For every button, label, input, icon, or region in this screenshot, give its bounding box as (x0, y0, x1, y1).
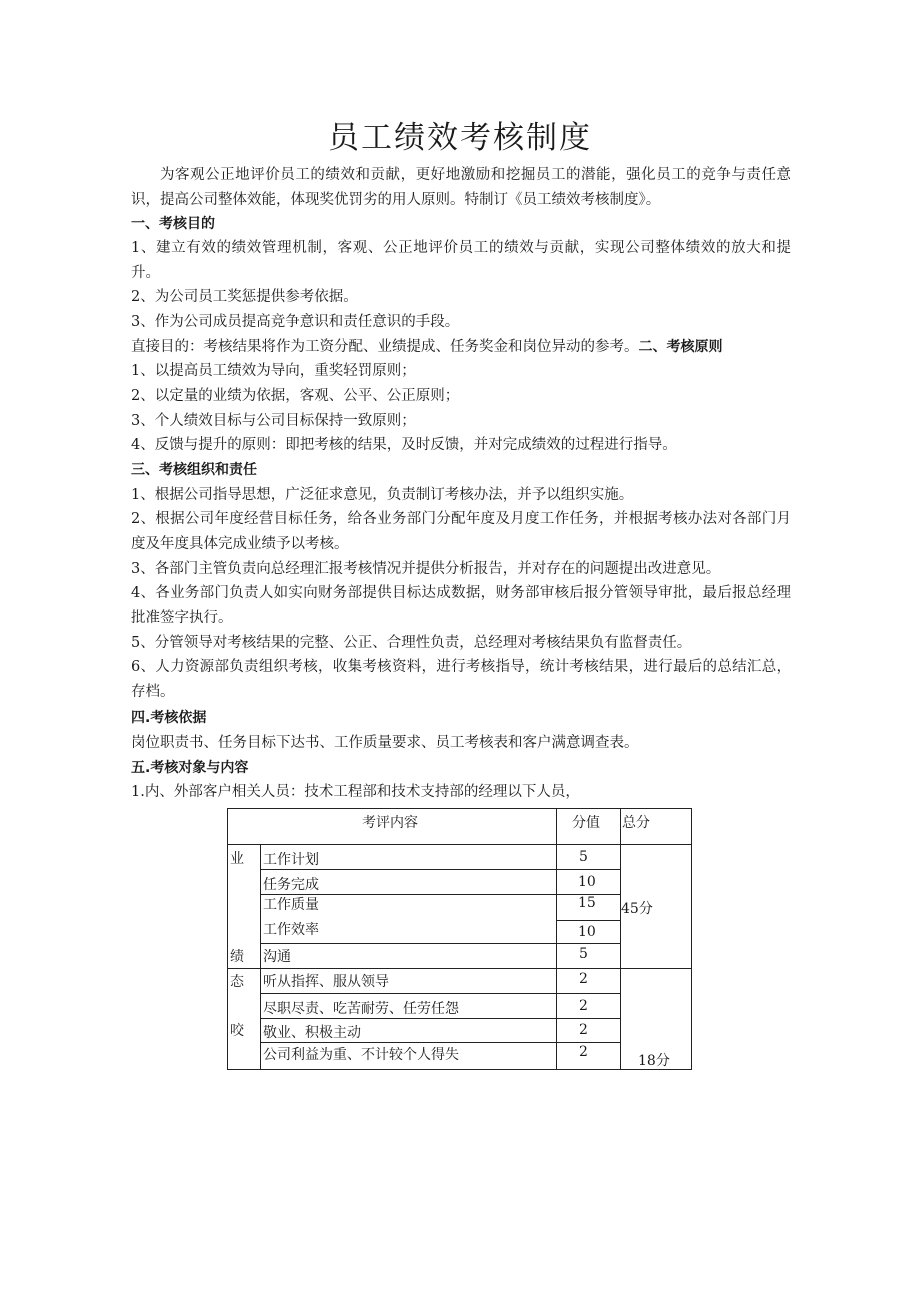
table-row-score: 10 (578, 874, 596, 890)
table-row-item: 工作效率 (263, 922, 319, 938)
section-5-item-1: 1.内、外部客户相关人员：技术工程部和技术支持部的经理以下人员， (131, 784, 580, 800)
table-row-score: 2 (579, 971, 588, 987)
table-row-item: 听从指挥、服从领导 (263, 974, 389, 990)
direct-purpose-text: 直接目的：考核结果将作为工资分配、业绩提成、任务奖金和岗位异动的参考。 (131, 339, 639, 355)
section-1-item-3: 3、作为公司成员提高竞争意识和责任意识的手段。 (131, 314, 460, 330)
row-divider (260, 943, 621, 944)
section-2-heading: 二、考核原则 (638, 339, 723, 355)
table-row-score: 5 (579, 946, 588, 962)
group-1-label-bottom: 绩 (230, 949, 244, 965)
section-3-item-5: 5、分管领导对考核结果的完整、公正、合理性负责，总经理对考核结果负有监督责任。 (131, 635, 692, 651)
table-row-item: 工作质量 (263, 897, 319, 913)
section-3-item-4: 4、各业务部门负责人如实向财务部提供目标达成数据，财务部审核后报分管领导审批，最后报总经理批准签字执行。 (131, 585, 791, 626)
table-border-bottom (227, 1069, 692, 1070)
header-total: 总分 (622, 815, 650, 831)
section-2-item-3: 3、个人绩效目标与公司目标保持一致原则； (131, 413, 416, 429)
section-5-heading: 五.考核对象与内容 (131, 760, 249, 776)
section-1-direct-purpose (131, 335, 791, 360)
section-3-item-1: 1、根据公司指导思想，广泛征求意见，负责制订考核办法，并予以组织实施。 (131, 487, 634, 503)
row-divider (260, 993, 621, 994)
table-row-score: 2 (579, 998, 588, 1014)
table-row-item: 公司利益为重、不计较个人得失 (263, 1047, 459, 1063)
table-border-right (691, 808, 692, 1070)
group-2-label-bottom: 咬 (230, 1023, 244, 1039)
table-row-item: 沟通 (263, 949, 291, 965)
table-row-score: 5 (579, 849, 588, 865)
row-divider (260, 869, 621, 870)
table-header-divider (227, 844, 692, 845)
intro-paragraph: 为客观公正地评价员工的绩效和贡献，更好地激励和挖掘员工的潜能，强化员工的竞争与责任意识，提高公司整体效能，体现奖优罚劣的用人原则。特制订《员工绩效考核制度》。 (131, 167, 791, 208)
header-content: 考评内容 (362, 815, 418, 831)
table-row-item: 任务完成 (263, 877, 319, 893)
header-score: 分值 (572, 815, 600, 831)
section-3-item-2: 2、根据公司年度经营目标任务，给各业务部门分配年度及月度工作任务，并根据考核办法对各部门月度及年度具体完成业绩予以考核。 (131, 511, 791, 552)
section-1-item-1: 1、建立有效的绩效管理机制，客观、公正地评价员工的绩效与贡献，实现公司整体绩效的放大和提升。 (131, 240, 791, 281)
row-divider (556, 920, 621, 921)
section-3-heading: 三、考核组织和责任 (131, 462, 257, 478)
group-1-total: 45分 (621, 901, 653, 917)
table-border-left (227, 808, 228, 1070)
section-1-heading: 一、考核目的 (131, 216, 215, 232)
section-1-item-2: 2、为公司员工奖惩提供参考依据。 (131, 289, 358, 305)
row-divider (260, 1042, 621, 1043)
section-2-item-1: 1、以提高员工绩效为导向，重奖轻罚原则； (131, 363, 416, 379)
section-4-heading: 四.考核依据 (131, 710, 207, 726)
section-2-item-2: 2、以定量的业绩为依据，客观、公平、公正原则； (131, 388, 460, 404)
evaluation-table (227, 808, 692, 1070)
table-row-score: 15 (578, 895, 596, 911)
section-4-body: 岗位职责书、任务目标下达书、工作质量要求、员工考核表和客户满意调查表。 (131, 735, 639, 751)
table-vline-score (556, 808, 557, 1070)
table-vline-total (620, 808, 621, 1070)
group-1-label-top: 业 (230, 851, 244, 867)
section-2-item-4: 4、反馈与提升的原则：即把考核的结果，及时反馈，并对完成绩效的过程进行指导。 (131, 437, 677, 453)
table-row-score: 2 (579, 1044, 588, 1060)
group-2-total: 18分 (638, 1053, 670, 1069)
section-3-item-3: 3、各部门主管负责向总经理汇报考核情况并提供分析报告，并对存在的问题提出改进意见。 (131, 561, 721, 577)
section-3-item-6: 6、人力资源部负责组织考核，收集考核资料，进行考核指导，统计考核结果，进行最后的总结汇总，存档。 (131, 659, 791, 700)
table-border-top (227, 808, 692, 809)
table-row-score: 10 (578, 924, 596, 940)
document-title: 员工绩效考核制度 (328, 120, 592, 156)
table-row-item: 敬业、积极主动 (263, 1025, 361, 1041)
table-vline-category (260, 844, 261, 1070)
group-divider (227, 968, 692, 969)
table-row-score: 2 (579, 1022, 588, 1038)
table-row-item: 尽职尽责、吃苦耐劳、任劳任怨 (263, 1001, 459, 1017)
table-row-item: 工作计划 (263, 852, 319, 868)
group-2-label-top: 态 (230, 974, 244, 990)
row-divider (260, 1018, 621, 1019)
